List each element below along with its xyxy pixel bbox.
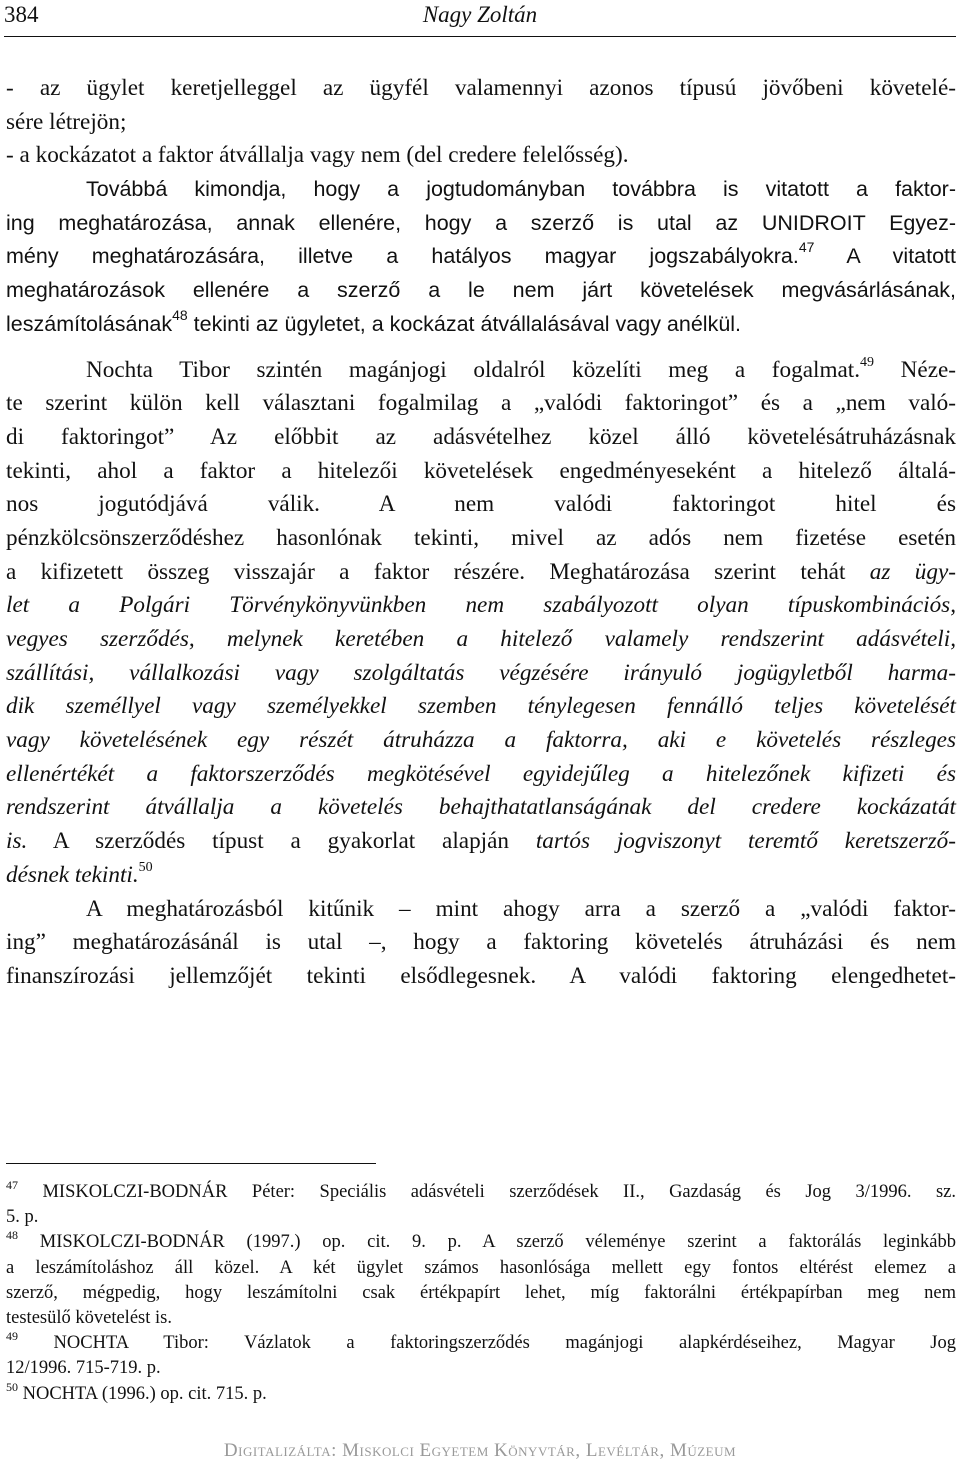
footnote-line: 5. p. (6, 1207, 39, 1228)
text-line: Továbbá kimondja, hogy a jogtudományban továbbra is vitatott a faktor- (86, 177, 956, 202)
text-line (6, 825, 956, 859)
text-line: dik személlyel vagy személyekkel szemben ténylegesen fennálló teljes követelését (6, 693, 956, 720)
text-line (6, 354, 956, 388)
text-line: te szerint külön kell választani fogalmilag a „valódi faktoringot” és a „nem való- (6, 390, 956, 417)
footnote-number: 47 (6, 1178, 18, 1192)
footnote-line: 12/1996. 715-719. p. (6, 1358, 161, 1379)
page-number: 384 (4, 2, 39, 27)
footnote-47 (6, 1180, 956, 1205)
text-run: NOCHTA Tibor: Vázlatok a faktoringszerződés magánjogi alapkérdéseihez, Magyar Jog (18, 1333, 956, 1354)
digitization-watermark: Digitalizálta: Miskolci Egyetem Könyvtár, Levéltár, Múzeum (223, 1440, 737, 1461)
text-line: rendszerint átvállalja a követelés behajthatatlanságának del credere kockázatát (6, 794, 956, 821)
text-line (6, 859, 956, 893)
paragraph-gap (6, 342, 956, 354)
text-line: - a kockázatot a faktor átvállalja vagy nem (del credere felelősség). (6, 142, 629, 169)
footnotes (6, 1180, 956, 1407)
text-line: tekinti, ahol a faktor a hitelezői követelések engedményeseként a hitelező általá- (6, 457, 956, 484)
text-line: sére létrejön; (6, 108, 127, 135)
text-line (6, 308, 956, 342)
footnote-line: testesülő követelést is. (6, 1307, 172, 1328)
text-line: finanszírozási jellemzőjét tekinti elsődlegesnek. A valódi faktoring elengedhetet- (6, 962, 956, 989)
text-line: ing meghatározása, annak ellenére, hogy a szerző is utal az UNIDROIT Egyez- (6, 210, 956, 235)
italic-run: is. (6, 828, 28, 855)
text-run: Nochta Tibor szintén magánjogi oldalról közelíti meg a fogalmat. (86, 356, 861, 383)
footnote-number: 49 (6, 1329, 18, 1344)
text-run: NOCHTA (1996.) op. cit. 715. p. (18, 1383, 267, 1404)
footnote-48 (6, 1230, 956, 1255)
text-line: vagy követelésének egy részét átruházza a faktorra, aki e követelés részleges (6, 727, 956, 754)
footnote-line: szerző, mégpedig, hogy leszámítolni csak értékpapírt lehet, míg faktorálni értékpapírban meg nem (6, 1282, 956, 1303)
running-head-author: Nagy Zoltán (422, 2, 538, 27)
text-line (6, 556, 956, 590)
text-run: Néze- (874, 356, 956, 383)
italic-run: tartós jogviszonyt teremtő keretszerző- (535, 828, 956, 855)
text-run: MISKOLCZI-BODNÁR (1997.) op. cit. 9. p. A szerző véleménye szerint a faktorálás leginkább (18, 1232, 956, 1253)
footnote-ref-49: 49 (860, 354, 875, 370)
text-line: meghatározások ellenére a szerző a le nem járt követelések megvásárlásának, (6, 278, 956, 303)
header-rule (4, 36, 956, 37)
text-run: mény meghatározására, illetve a hatályos magyar jogszabályokra. (6, 244, 799, 269)
text-run: A szerződés típust a gyakorlat alapján (27, 828, 536, 855)
italic-run: az ügy- (869, 558, 956, 585)
text-line: A meghatározásból kitűnik – mint ahogy arra a szerző a „valódi faktor- (86, 895, 956, 922)
footnote-49 (6, 1331, 956, 1356)
footnote-50 (6, 1379, 956, 1407)
text-line: pénzkölcsönszerződéshez hasonlónak tekinti, mivel az adós nem fizetése esetén (6, 524, 956, 551)
footnote-ref-47: 47 (798, 239, 815, 256)
footnote-separator (6, 1163, 376, 1164)
text-run: A vitatott (814, 244, 956, 269)
text-line (6, 240, 956, 274)
text-line: vegyes szerződés, melynek keretében a hitelező valamely rendszerint adásvételi, (6, 626, 956, 652)
footnote-number: 48 (6, 1228, 18, 1243)
text-line: - az ügylet keretjelleggel az ügyfél valamennyi azonos típusú jövőbeni követelé- (6, 75, 956, 101)
footnote-ref-50: 50 (138, 859, 153, 875)
text-line: ing” meghatározásánál is utal –, hogy a faktoring követelés átruházási és nem (6, 929, 956, 956)
footnote-ref-48: 48 (172, 306, 188, 323)
text-line: ellenértékét a faktorszerződés megkötésével egyidejűleg a hitelezőnek kifizeti és (6, 760, 956, 787)
page-header (2, 2, 958, 36)
text-run: tekinti az ügyletet, a kockázat átvállalásával vagy anélkül. (187, 311, 742, 336)
text-line: nos jogutódjává válik. A nem valódi faktoringot hitel és (6, 491, 956, 518)
footnote-number: 50 (6, 1379, 18, 1394)
footnote-line: a leszámítoláshoz áll közel. A két ügylet számos hasonlósága mellett egy fontos eltérést elemez a (6, 1257, 956, 1278)
body-text (6, 72, 956, 994)
text-run: leszámítolásának (6, 311, 173, 336)
text-line: szállítási, vállalkozási vagy szolgáltatás végzésére irányuló jogügyletből harma- (6, 659, 956, 686)
text-run: a kifizetett összeg visszajár a faktor részére. Meghatározása szerint tehát (6, 558, 870, 585)
text-line: let a Polgári Törvénykönyvünkben nem szabályozott olyan típuskombinációs, (6, 592, 956, 619)
text-line: di faktoringot” Az előbbit az adásvételhez közel álló követelésátruházásnak (6, 423, 956, 450)
text-run: MISKOLCZI-BODNÁR Péter: Speciális adásvételi szerződések II., Gazdaság és Jog 3/1996. sz. (18, 1182, 956, 1202)
italic-run: désnek tekinti. (6, 861, 139, 888)
